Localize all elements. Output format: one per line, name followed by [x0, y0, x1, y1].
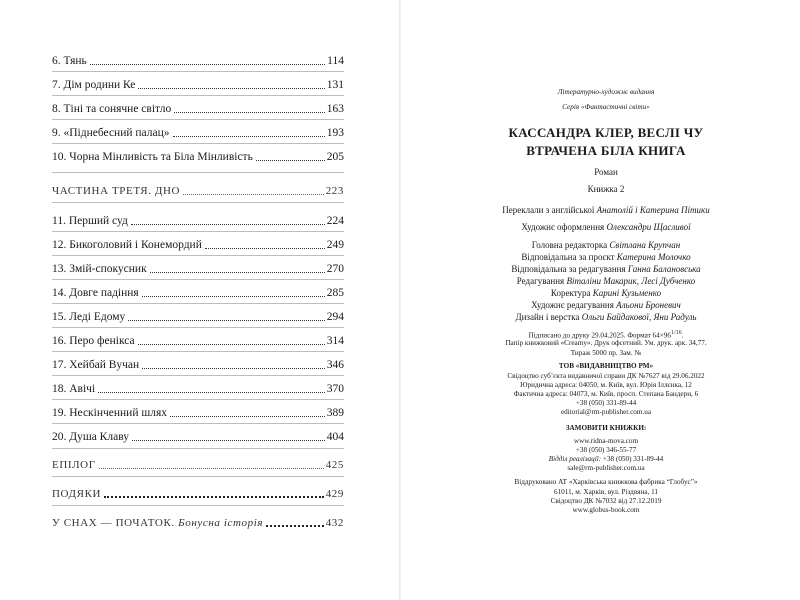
toc-entry: 13. Змій-спокусник 270 — [52, 263, 344, 275]
toc-acknowledgements: ПОДЯКИ 429 — [52, 488, 344, 500]
credit-line: Відповідальна за проєкт Катерина Молочко — [521, 252, 691, 262]
publisher-email: editorial@rm-publisher.com.ua — [560, 408, 652, 416]
publisher-info: +38 (050) 331-89-44 — [575, 399, 637, 407]
toc-entry: 14. Довге падіння 285 — [52, 287, 344, 299]
order-phone: +38 (050) 346-55-77 — [575, 446, 637, 454]
toc-entry: 20. Душа Клаву 404 — [52, 431, 344, 443]
publisher-info: Свідоцтво суб’єкта видавничої справи ДК №7627 від 29.06.2022 — [507, 372, 705, 380]
toc-entry: 8. Тіні та сонячне світло 163 — [52, 103, 344, 115]
sales-line: Відділ реалізації: +38 (050) 331-89-44 — [548, 455, 664, 463]
book-title: ВТРАЧЕНА БІЛА КНИГА — [526, 143, 686, 158]
toc-entry: 7. Дім родини Ке 131 — [52, 79, 344, 91]
genre-line: Літературно-художнє видання — [557, 88, 655, 96]
credit-line: Редагування Віталіни Макарик, Лесі Дубченко — [516, 276, 696, 286]
toc-entry: 15. Леді Едому 294 — [52, 311, 344, 323]
toc-entry: 17. Хейбай Вучан 346 — [52, 359, 344, 371]
toc-entry: 9. «Піднебесний палац» 193 — [52, 127, 344, 139]
toc-divider — [52, 202, 344, 203]
toc-bonus-story: У СНАХ — ПОЧАТОК. Бонусна історія 432 — [52, 517, 344, 529]
printer-info: Свідоцтво ДК №7032 від 27.12.2019 — [550, 497, 662, 505]
toc-divider — [52, 172, 344, 173]
credit-line: Відповідальна за редагування Ганна Балановська — [511, 264, 701, 274]
sales-email: sale@rm-publisher.com.ua — [567, 464, 645, 472]
design-line: Художнє оформлення Олександри Щасливої — [521, 222, 691, 232]
print-info: Папір книжковий «Creamy». Друк офсетний. Ум. друк. арк. 34,77. — [505, 339, 707, 347]
toc-entry: 16. Перо фенікса 314 — [52, 335, 344, 347]
book-volume: Книжка 2 — [587, 184, 625, 194]
credit-line: Дизайн і верстка Ольги Байдакової, Яни Радуль — [515, 312, 697, 322]
toc-entry: 18. Авічі 370 — [52, 383, 344, 395]
toc-divider — [52, 476, 344, 477]
toc-entry: 10. Чорна Мінливість та Біла Мінливість 205 — [52, 151, 344, 163]
toc-entry: 6. Тянь 114 — [52, 55, 344, 67]
order-website: www.ridna-mova.com — [573, 437, 639, 445]
translators-line: Переклали з англійської Анатолій і Катерина Пітики — [502, 205, 710, 215]
toc-entry: 12. Бикоголовий і Конемордий 249 — [52, 239, 344, 251]
toc-epilogue: ЕПІЛОГ 425 — [52, 459, 344, 471]
toc-divider — [52, 448, 344, 449]
print-info: Тираж 5000 пр. Зам. № — [570, 349, 642, 357]
toc-part-heading: ЧАСТИНА ТРЕТЯ. ДНО 223 — [52, 185, 344, 197]
publisher-info: Юридична адреса: 04050, м. Київ, вул. Юрія Іллєнка, 12 — [520, 381, 692, 389]
credit-line: Художнє редагування Альони Броневич — [531, 300, 681, 310]
publisher-info: Фактична адреса: 04073, м. Київ, просп. Степана Бандери, 6 — [513, 390, 699, 398]
book-gutter — [399, 0, 401, 600]
credit-line: Коректура Карині Кузьменко — [550, 288, 662, 298]
printer-website: www.globus-book.com — [572, 506, 640, 514]
publisher-name: ТОВ «ВИДАВНИЦТВО РМ» — [558, 362, 654, 370]
series-line: Серія «Фантастичні світи» — [562, 103, 650, 111]
book-title-authors: КАССАНДРА КЛЕР, ВЕСЛІ ЧУ — [508, 125, 704, 140]
print-info: Підписано до друку 29.04.2025. Формат $64\times 96^{1/16}$. — [528, 330, 684, 340]
order-heading: ЗАМОВИТИ КНИЖКИ: — [565, 424, 647, 432]
toc-entry: 11. Перший суд 224 — [52, 215, 344, 227]
toc-divider — [52, 505, 344, 506]
printer-info: Віддруковано АТ «Харківська книжкова фабрика “Глобус”» — [514, 478, 698, 486]
credit-line: Головна редакторка Світлана Крупчан — [531, 240, 681, 250]
book-type: Роман — [594, 167, 618, 177]
printer-info: 61011, м. Харків, вул. Різдвяна, 11 — [553, 488, 658, 496]
toc-entry: 19. Нескінченний шлях 389 — [52, 407, 344, 419]
